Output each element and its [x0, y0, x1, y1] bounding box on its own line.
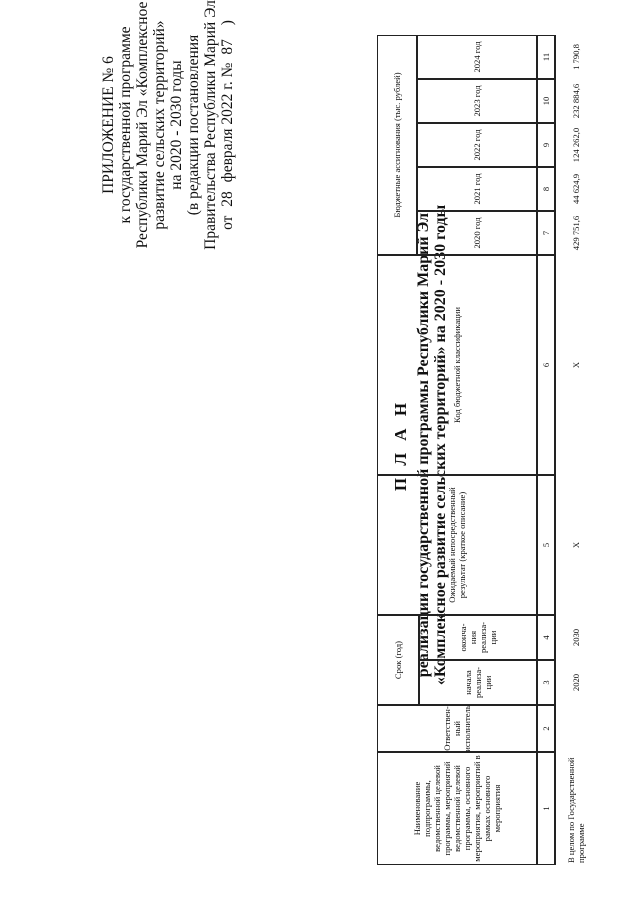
total-row-2023: 232 884,6: [555, 79, 595, 123]
header-period: Срок (год): [377, 615, 419, 705]
total-row-2021: 44 624,9: [555, 167, 595, 211]
appendix-header: [100, 0, 237, 250]
total-row-2022: 124 262,0: [555, 123, 595, 167]
column-number: 7: [537, 211, 555, 255]
plan-subtitle-line: реализации государственной программы Республики Марий Эл: [415, 212, 432, 678]
total-row-start: 2020: [555, 660, 595, 705]
header-result: Ожидаемый непосредственный результат (краткое описание): [377, 475, 537, 615]
date-suffix: ): [219, 20, 236, 26]
column-number: 6: [537, 255, 555, 475]
plan-title: П Л А Н: [391, 398, 410, 492]
total-row-end: 2030: [555, 615, 595, 660]
column-number: 8: [537, 167, 555, 211]
total-row-2024: 1 790,8: [555, 35, 595, 79]
total-row-2020: 429 751,6: [555, 211, 595, 255]
header-year-2020: 2020 год: [417, 211, 537, 255]
header-budget: Бюджетные ассигнования (тыс. рублей): [377, 35, 417, 255]
appendix-title: ПРИЛОЖЕНИЕ № 6: [100, 56, 117, 194]
header-kbk: Код бюджетной классификации: [377, 255, 537, 475]
total-row-executor: [555, 705, 595, 752]
column-number: 3: [537, 660, 555, 705]
column-number: 5: [537, 475, 555, 615]
appendix-line: (в редакции постановления: [185, 34, 202, 216]
column-number: 2: [537, 705, 555, 752]
column-number: 9: [537, 123, 555, 167]
appendix-line: развитие сельских территорий»: [151, 20, 168, 230]
appendix-line: к государственной программе: [117, 26, 134, 224]
column-number: 1: [537, 752, 555, 865]
header-year-2021: 2021 год: [417, 167, 537, 211]
total-row-result: Х: [555, 475, 595, 615]
header-year-2023: 2023 год: [417, 79, 537, 123]
appendix-line: Правительства Республики Марий Эл: [202, 0, 219, 250]
total-row-name: В целом по Государственной программе: [555, 752, 595, 865]
date-middle: февраля 2022 г. №: [219, 62, 236, 183]
date-number: 87: [219, 39, 236, 55]
header-end: оконча-ния реализа-ции: [419, 615, 537, 660]
date-day: 28: [219, 191, 236, 207]
appendix-line: Республики Марий Эл «Комплексное: [134, 1, 151, 249]
column-number: 11: [537, 35, 555, 79]
appendix-line: на 2020 - 2030 годы: [168, 60, 185, 190]
header-year-2024: 2024 год: [417, 35, 537, 79]
header-year-2022: 2022 год: [417, 123, 537, 167]
header-executor: Ответствен-ный исполнитель: [377, 705, 537, 752]
header-name: Наименование подпрограммы, ведомственной целевой программы, мероприятий ведомственной целевой программы, основного мероприятия, мероприятий в рамках основного мероприятия: [377, 752, 537, 865]
appendix-date-line: [219, 0, 237, 250]
column-number: 4: [537, 615, 555, 660]
plan-table: [377, 35, 620, 865]
column-number: 10: [537, 79, 555, 123]
total-row-kbk: Х: [555, 255, 595, 475]
date-prefix: от: [219, 215, 236, 230]
header-start: начала реализа-ции: [419, 660, 537, 705]
plan-subtitle-line: «Комплексное развитие сельских территорий» на 2020 - 2030 годы: [432, 204, 449, 686]
